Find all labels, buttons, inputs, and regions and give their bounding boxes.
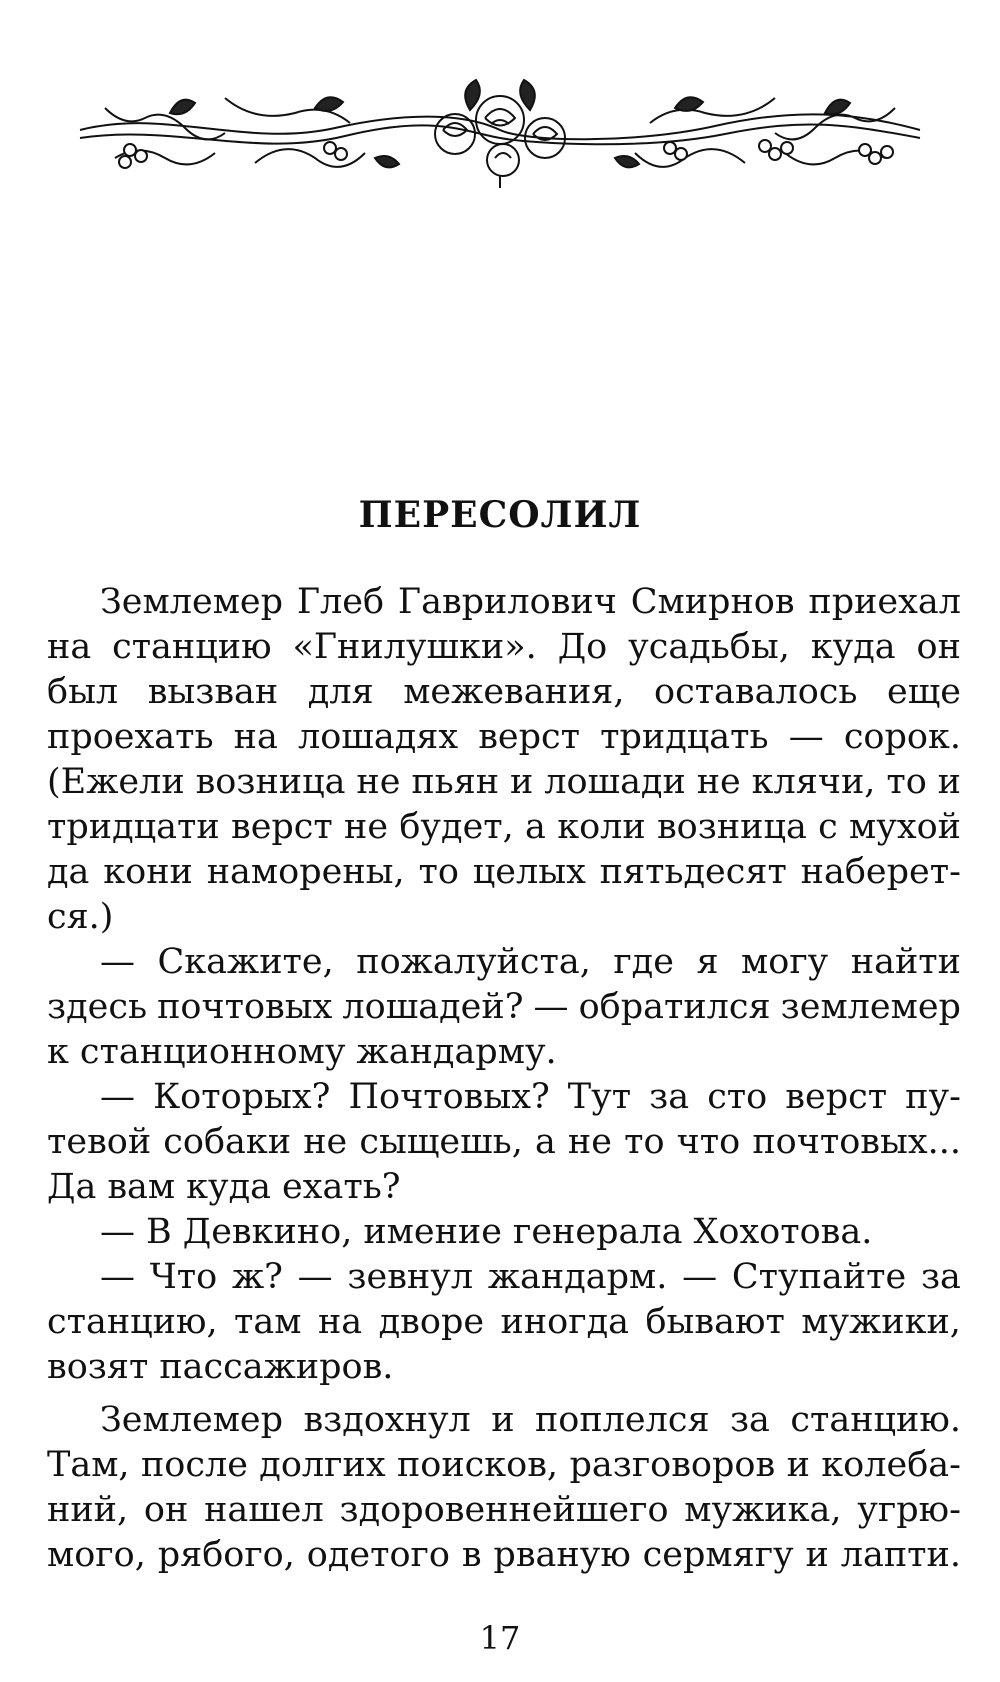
word: Да xyxy=(47,1167,97,1207)
text-line xyxy=(47,1120,961,1165)
text-line xyxy=(47,1345,961,1390)
word: — xyxy=(533,987,569,1027)
word: станцию xyxy=(112,627,272,667)
text-line xyxy=(47,1255,961,1300)
word: станцию, xyxy=(47,1302,218,1342)
story-text xyxy=(47,580,961,1578)
word: наморены, xyxy=(206,852,405,892)
word: Смирнов xyxy=(630,582,795,622)
word: вам xyxy=(107,1167,176,1207)
word: не xyxy=(567,1122,612,1162)
word: найти xyxy=(850,942,961,982)
floral-ribbon-ornament-icon xyxy=(75,68,925,188)
word: возница xyxy=(656,807,807,847)
text-line xyxy=(47,1398,961,1443)
word: могу xyxy=(741,942,829,982)
word: здесь xyxy=(47,987,148,1027)
word: то xyxy=(418,852,459,892)
word: колеба- xyxy=(821,1445,961,1485)
word: почтовых xyxy=(157,987,333,1027)
word: Там, xyxy=(47,1445,130,1485)
word: — xyxy=(788,717,824,757)
word: пу- xyxy=(905,1077,961,1117)
word: не xyxy=(696,762,741,802)
word: для xyxy=(307,672,374,712)
text-line xyxy=(47,1165,961,1210)
word: где xyxy=(613,942,674,982)
word: — xyxy=(682,1257,718,1297)
word: Девкино, xyxy=(182,1212,353,1252)
text-line xyxy=(47,1075,961,1120)
word: мого, xyxy=(47,1535,146,1575)
text-line xyxy=(47,895,961,940)
word: а xyxy=(534,1122,556,1162)
word: — xyxy=(297,1257,333,1297)
text-line xyxy=(47,1443,961,1488)
word: Землемер xyxy=(100,582,284,622)
word: сто xyxy=(707,1077,768,1117)
word: будет, xyxy=(399,807,514,847)
text-line xyxy=(47,805,961,850)
word: на xyxy=(47,627,92,667)
word: нашел xyxy=(204,1490,324,1530)
word: собаки xyxy=(163,1122,292,1162)
word: еще xyxy=(886,672,961,712)
word: вздохнул xyxy=(303,1400,471,1440)
word: До xyxy=(557,627,608,667)
word: Гаврилович xyxy=(397,582,617,622)
word: Хохотова. xyxy=(693,1212,873,1252)
text-line xyxy=(47,760,961,805)
word: что xyxy=(676,1122,741,1162)
word: станционному xyxy=(79,1032,346,1072)
word: мухой xyxy=(849,807,961,847)
text-line xyxy=(47,715,961,760)
word: Ступайте xyxy=(731,1257,907,1297)
word: за xyxy=(920,1257,961,1297)
word: обратился xyxy=(578,987,771,1027)
word: ехать? xyxy=(282,1167,401,1207)
text-line xyxy=(47,625,961,670)
word: то xyxy=(886,762,927,802)
word: почтовых... xyxy=(752,1122,961,1162)
word: наберет- xyxy=(800,852,961,892)
word: коли xyxy=(557,807,646,847)
word: жандарму. xyxy=(356,1032,557,1072)
word: Землемер xyxy=(100,1400,284,1440)
word: он xyxy=(916,627,961,667)
word: межевания, xyxy=(403,672,625,712)
word: верст xyxy=(478,717,581,757)
word: и xyxy=(805,1535,829,1575)
word: долгих xyxy=(259,1445,386,1485)
word: клячи, xyxy=(751,762,876,802)
text-line xyxy=(47,1030,961,1075)
word: пожалуйста, xyxy=(356,942,591,982)
word: в xyxy=(461,1535,482,1575)
text-line xyxy=(47,1488,961,1533)
word: к xyxy=(47,1032,69,1072)
word: усадьбы, xyxy=(628,627,790,667)
word: пьян xyxy=(411,762,500,802)
word: зевнул xyxy=(347,1257,474,1297)
word: тридцати xyxy=(47,807,220,847)
word: ся.) xyxy=(47,897,114,937)
page-number: 17 xyxy=(479,1619,521,1657)
word: он xyxy=(143,1490,189,1530)
text-line xyxy=(47,940,961,985)
word: здоровеннейшего xyxy=(339,1490,669,1530)
word: то xyxy=(624,1122,665,1162)
text-line xyxy=(47,670,961,715)
word: «Гнилушки». xyxy=(292,627,537,667)
word: после xyxy=(140,1445,248,1485)
word: станцию. xyxy=(790,1400,961,1440)
text-line xyxy=(47,850,961,895)
word: был xyxy=(47,672,119,712)
word: да xyxy=(47,852,90,892)
word: жандарм. xyxy=(487,1257,668,1297)
word: имение xyxy=(363,1212,502,1252)
word: Глеб xyxy=(296,582,385,622)
word: и xyxy=(491,1400,515,1440)
text-line xyxy=(47,1300,961,1345)
chapter-title: ПЕРЕСОЛИЛ xyxy=(358,494,642,536)
word: и xyxy=(510,762,534,802)
word: пятьдесят xyxy=(599,852,787,892)
word: верст xyxy=(785,1077,888,1117)
word: не xyxy=(344,807,389,847)
word: я xyxy=(696,942,719,982)
word: поисков, xyxy=(396,1445,559,1485)
word: куда xyxy=(186,1167,272,1207)
word: и xyxy=(786,1445,810,1485)
word: одетого xyxy=(306,1535,450,1575)
word: за xyxy=(649,1077,690,1117)
word: лапти. xyxy=(840,1535,961,1575)
word: целых xyxy=(472,852,586,892)
word: тевой xyxy=(47,1122,152,1162)
word: и xyxy=(937,762,961,802)
word: ж? xyxy=(231,1257,283,1297)
word: разговоров xyxy=(569,1445,776,1485)
word: угрю- xyxy=(857,1490,961,1530)
word: пассажиров. xyxy=(159,1347,394,1387)
word: рваную xyxy=(493,1535,631,1575)
word: не xyxy=(303,1122,348,1162)
word: Почтовых? xyxy=(348,1077,550,1117)
word: сорок. xyxy=(843,717,961,757)
word: с xyxy=(818,807,838,847)
word: генерала xyxy=(512,1212,683,1252)
word: сермягу xyxy=(642,1535,794,1575)
word: бывают xyxy=(645,1302,785,1342)
word: кони xyxy=(103,852,193,892)
word: — xyxy=(100,1257,135,1297)
word: ний, xyxy=(47,1490,129,1530)
word: вызван xyxy=(147,672,279,712)
word: лошади xyxy=(544,762,686,802)
word: на xyxy=(233,717,278,757)
word: иногда xyxy=(500,1302,630,1342)
word: Которых? xyxy=(153,1077,331,1117)
word: а xyxy=(525,807,546,847)
word: тридцать xyxy=(600,717,769,757)
word: поплелся xyxy=(534,1400,710,1440)
text-line xyxy=(47,1533,961,1578)
word: Тут xyxy=(567,1077,632,1117)
word: В xyxy=(146,1212,172,1252)
word: лошадях xyxy=(298,717,459,757)
word: землемер xyxy=(780,987,961,1027)
word: не xyxy=(356,762,401,802)
word: — xyxy=(100,942,135,982)
word: лошадей? xyxy=(342,987,524,1027)
word: куда xyxy=(810,627,896,667)
word: мужики, xyxy=(801,1302,961,1342)
word: на xyxy=(317,1302,363,1342)
word: Что xyxy=(149,1257,218,1297)
word: рябого, xyxy=(157,1535,295,1575)
word: за xyxy=(729,1400,770,1440)
word: возница xyxy=(195,762,346,802)
word: верст xyxy=(230,807,333,847)
text-line xyxy=(47,985,961,1030)
word: возят xyxy=(47,1347,149,1387)
word: мужика, xyxy=(684,1490,842,1530)
word: — xyxy=(100,1077,135,1117)
word: приехал xyxy=(808,582,961,622)
word: — xyxy=(100,1212,135,1252)
word: проехать xyxy=(47,717,214,757)
word: сыщешь, xyxy=(359,1122,523,1162)
text-line xyxy=(47,1210,961,1255)
word: дворе xyxy=(378,1302,485,1342)
word: (Ежели xyxy=(47,762,185,802)
word: оставалось xyxy=(654,672,858,712)
word: там xyxy=(234,1302,302,1342)
word: Скажите, xyxy=(157,942,334,982)
text-line xyxy=(47,580,961,625)
